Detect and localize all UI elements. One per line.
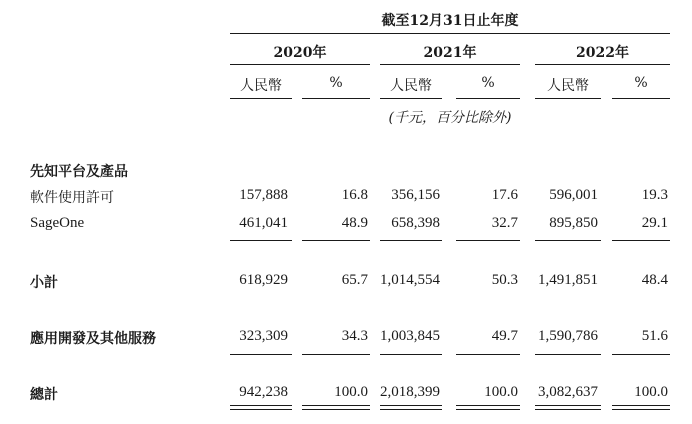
double-rule (302, 405, 370, 410)
total-rule (302, 354, 370, 355)
cell-amount: 1,003,845 (380, 328, 440, 344)
col-pct-2022: % (634, 75, 648, 91)
cell-amount: 942,238 (239, 384, 288, 400)
cell-amount: 1,491,851 (538, 272, 598, 288)
double-rule (230, 405, 292, 410)
cell-amount: 1,590,786 (538, 328, 598, 344)
total-rule (535, 354, 601, 355)
period-header: 截至12月31日止年度 (381, 13, 519, 29)
cell-pct: 49.7 (491, 328, 518, 344)
cell-amount: 596,001 (549, 187, 598, 203)
row-label: 總計 (30, 387, 58, 403)
cell-pct: 16.8 (341, 187, 368, 203)
col-rule (230, 98, 292, 99)
cell-amount: 356,156 (391, 187, 440, 203)
row-label: SageOne (30, 215, 85, 231)
year-2021-header: 2021年 (423, 45, 477, 61)
header-rule (230, 33, 670, 34)
cell-pct: 29.1 (641, 215, 668, 231)
subtotal-rule (535, 240, 601, 241)
double-rule (456, 405, 520, 410)
cell-pct: 19.3 (641, 187, 668, 203)
row-label: 應用開發及其他服務 (30, 331, 156, 347)
col-rule (535, 98, 601, 99)
cell-amount: 157,888 (239, 187, 288, 203)
cell-amount: 461,041 (239, 215, 288, 231)
total-rule (230, 354, 292, 355)
cell-amount: 1,014,554 (380, 272, 440, 288)
subtotal-rule (230, 240, 292, 241)
cell-amount: 618,929 (239, 272, 288, 288)
col-pct-2020: % (329, 75, 343, 91)
double-rule (380, 405, 442, 410)
col-rule (380, 98, 442, 99)
col-pct-2021: % (481, 75, 495, 91)
cell-pct: 48.9 (341, 215, 368, 231)
col-rule (612, 98, 670, 99)
cell-pct: 50.3 (491, 272, 518, 288)
cell-pct: 32.7 (491, 215, 518, 231)
subtotal-rule (380, 240, 442, 241)
cell-pct: 65.7 (341, 272, 368, 288)
col-rule (456, 98, 520, 99)
cell-pct: 17.6 (491, 187, 518, 203)
total-rule (456, 354, 520, 355)
total-rule (380, 354, 442, 355)
cell-pct: 100.0 (634, 384, 668, 400)
unit-note: (千元，百分比除外) (388, 110, 512, 126)
year-2021-rule (380, 64, 520, 65)
col-rule (302, 98, 370, 99)
subtotal-rule (302, 240, 370, 241)
cell-amount: 3,082,637 (538, 384, 598, 400)
double-rule (535, 405, 601, 410)
cell-pct: 48.4 (641, 272, 668, 288)
col-amount-2022: 人民幣 (547, 78, 589, 94)
section-label: 先知平台及產品 (30, 164, 128, 180)
year-2022-header: 2022年 (576, 45, 629, 61)
subtotal-rule (612, 240, 670, 241)
double-rule (612, 405, 670, 410)
subtotal-rule (456, 240, 520, 241)
cell-amount: 2,018,399 (380, 384, 440, 400)
cell-amount: 895,850 (549, 215, 598, 231)
col-amount-2021: 人民幣 (390, 78, 432, 94)
total-rule (612, 354, 670, 355)
cell-pct: 100.0 (334, 384, 368, 400)
cell-pct: 34.3 (341, 328, 368, 344)
cell-amount: 323,309 (239, 328, 288, 344)
year-2020-rule (230, 64, 370, 65)
cell-pct: 100.0 (484, 384, 518, 400)
year-2020-header: 2020年 (273, 45, 327, 61)
year-2022-rule (535, 64, 670, 65)
cell-amount: 658,398 (391, 215, 440, 231)
cell-pct: 51.6 (641, 328, 668, 344)
col-amount-2020: 人民幣 (240, 78, 282, 94)
row-label: 軟件使用許可 (30, 190, 114, 206)
row-label: 小計 (30, 275, 58, 291)
